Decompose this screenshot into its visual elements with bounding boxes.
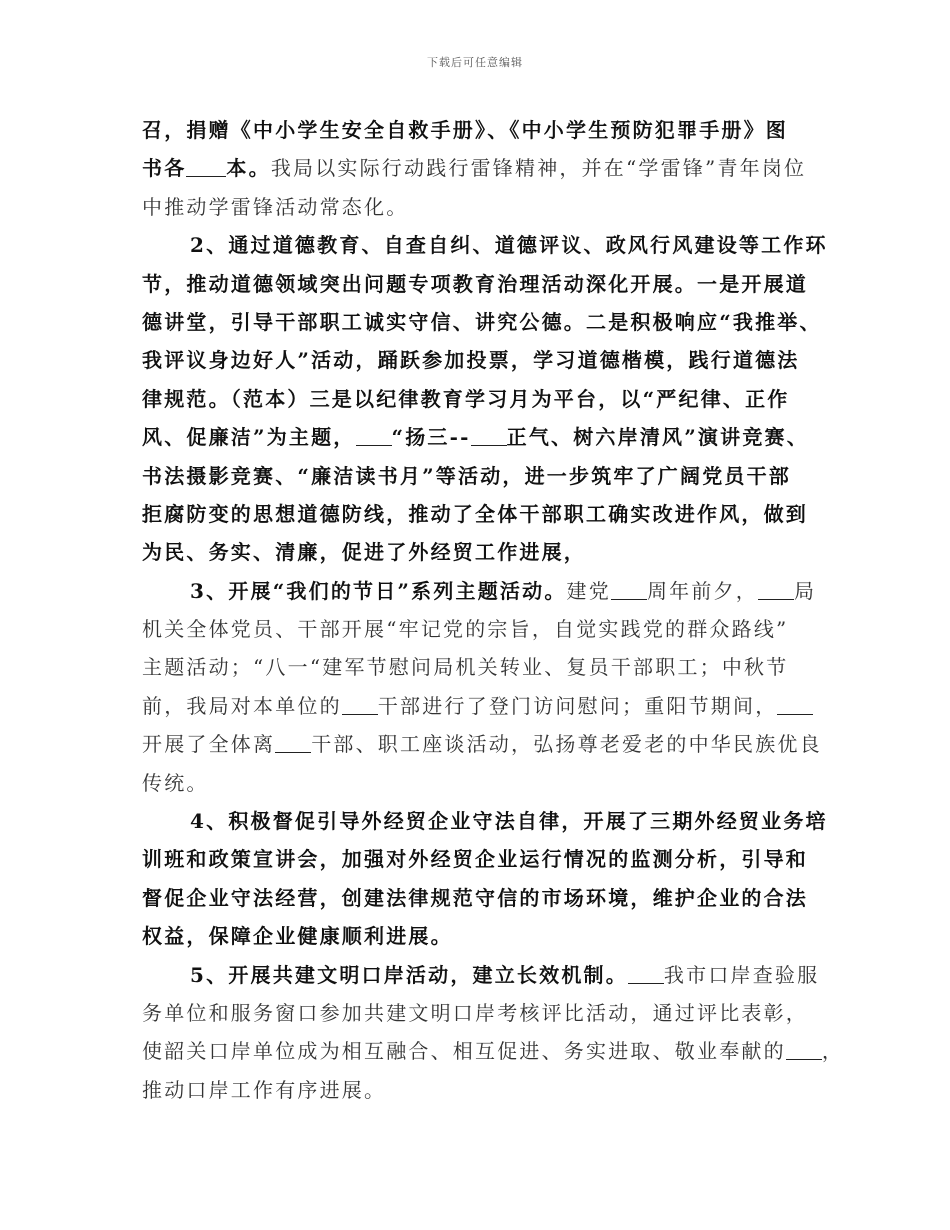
blank-field: [356, 425, 392, 446]
p3-line-2: 机关全体党员、干部开展“牢记党的宗旨，自觉实践党的群众路线”: [142, 617, 789, 642]
p2-line-6-c: 正气、树六岸清风”演讲竞赛、: [506, 425, 809, 450]
blank-field: [628, 963, 664, 984]
p1-line-2-b: 本。: [226, 156, 271, 181]
p2-line-2: 节，推动道德领域突出问题专项教育治理活动深化开展。一是开展道: [142, 271, 808, 296]
p2-line-3: 德讲堂，引导干部职工诚实守信、讲究公德。二是积极响应“我推举、: [142, 309, 822, 334]
p3-line-1: [142, 572, 832, 610]
paragraph-5: [142, 956, 845, 1110]
p4-line-3: 督促企业守法经营，创建法律规范守信的市场环境，维护企业的合法: [142, 885, 808, 910]
p3-line-4-a: 前，我局对本单位的: [142, 693, 342, 718]
p5-line-1: [142, 956, 832, 994]
p4-line-1: 4、积极督促引导外经贸企业守法自律，开展了三期外经贸业务培: [190, 809, 828, 834]
paragraph-4: [142, 802, 832, 956]
p2-line-1: 2、通过道德教育、自查自纠、道德评议、政风行风建设等工作环: [190, 233, 828, 258]
p4-line-4: 权益，保障企业健康顺利进展。: [142, 924, 453, 949]
document-body: [142, 111, 845, 1109]
p3-line-3: 主题活动；“八一“建军节慰问局机关转业、复员干部职工；中秋节: [142, 655, 789, 680]
p3-line-4-b: 干部进行了登门访问慰问；重阳节期间，: [377, 693, 778, 718]
p1-line-1: 召，捐赠《中小学生安全自救手册》、《中小学生预防犯罪手册》图: [142, 118, 788, 142]
p3-line-5: [142, 725, 832, 763]
p2-line-4: 我评议身边好人”活动，踊跃参加投票，学习道德楷模，践行道德法: [142, 348, 800, 373]
p5-line-3-a: 使韶关口岸单位成为相互融合、相互促进、务实进取、敬业奉献的: [142, 1039, 786, 1064]
blank-field: [342, 694, 378, 715]
blank-field: [611, 579, 647, 600]
p1-line-2-c: 我局以实际行动践行雷锋精神，并在“学雷锋”青年岗位: [270, 156, 807, 181]
p2-line-6-b: “扬三--: [391, 425, 471, 450]
p2-line-9: 为民、务实、清廉，促进了外经贸工作进展，: [142, 540, 586, 565]
page-header: 下载后可任意编辑: [427, 56, 523, 69]
p3-line-4: [142, 687, 832, 725]
p3-line-1-a: 3、开展“我们的节日”系列主题活动。: [190, 578, 567, 603]
blank-field: [275, 732, 311, 753]
p5-line-3-b: ，: [821, 1039, 845, 1064]
p2-line-7: 书法摄影竞赛、“廉洁读书月”等活动，进一步筑牢了广阔党员干部: [142, 463, 792, 488]
p2-line-8: 拒腐防变的思想道德防线，推动了全体干部职工确实改进作风，做到: [142, 501, 808, 526]
blank-field: [186, 156, 226, 177]
blank-field: [786, 1039, 822, 1060]
p5-line-2: 务单位和服务窗口参加共建文明口岸考核评比活动，通过评比表彰，: [142, 1000, 808, 1025]
blank-field: [777, 694, 813, 715]
p2-line-6: [142, 418, 832, 456]
p2-line-6-a: 风、促廉洁”为主题，: [142, 425, 356, 450]
p3-line-6: 传统。: [142, 770, 209, 795]
p3-line-1-d: 局: [793, 578, 817, 603]
p3-line-1-c: 周年前夕，: [646, 578, 758, 603]
p5-line-1-a: 5、开展共建文明口岸活动，建立长效机制。: [190, 962, 628, 987]
p1-line-2-a: 书各: [142, 156, 187, 181]
blank-field: [471, 425, 507, 446]
blank-field: [758, 579, 794, 600]
p3-line-5-b: 干部、职工座谈活动，弘扬尊老爱老的中华民族优良: [311, 732, 822, 757]
p5-line-1-b: 我市口岸查验服: [663, 962, 820, 987]
p3-line-5-a: 开展了全体离: [142, 732, 276, 757]
p2-line-5: 律规范。（范本）三是以纪律教育学习月为平台，以“严纪律、正作: [142, 386, 790, 411]
p1-line-3: 中推动学雷锋活动常态化。: [142, 194, 409, 219]
p5-line-3: [142, 1032, 845, 1070]
paragraph-3: [142, 572, 832, 802]
paragraph-1: [142, 111, 832, 226]
p1-line-2: [142, 149, 832, 187]
p4-line-2: 训班和政策宣讲会，加强对外经贸企业运行情况的监测分析，引导和: [142, 847, 808, 872]
paragraph-2: [142, 226, 832, 572]
p5-line-4: 推动口岸工作有序进展。: [142, 1077, 387, 1102]
p3-line-1-b: 建党: [566, 578, 611, 603]
